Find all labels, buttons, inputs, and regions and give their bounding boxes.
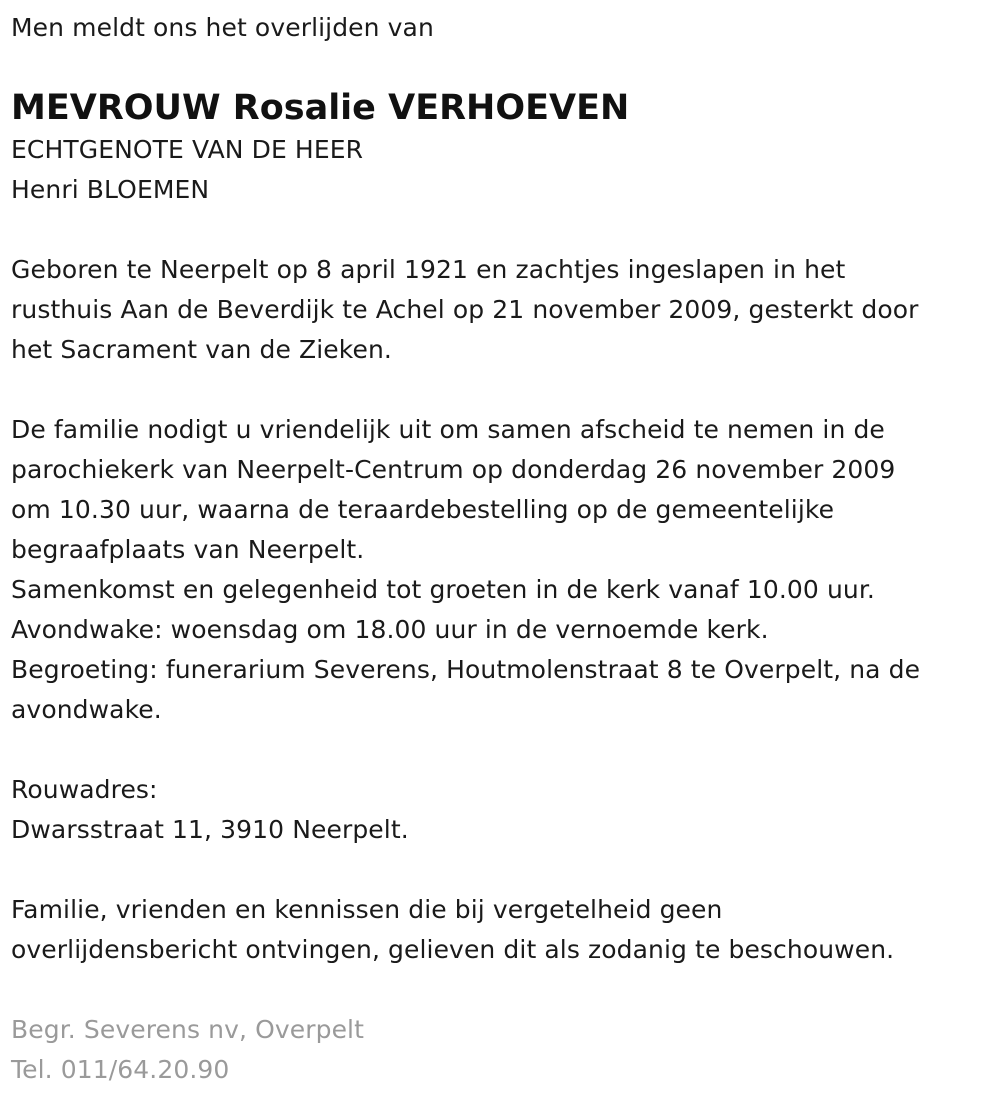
ceremony-paragraph — [11, 410, 1000, 730]
paragraph-line: avondwake. — [11, 695, 162, 724]
spacer — [11, 730, 1000, 770]
spacer — [11, 210, 1000, 250]
paragraph-line: Begroeting: funerarium Severens, Houtmolenstraat 8 te Overpelt, na de — [11, 655, 921, 684]
paragraph-line: rusthuis Aan de Beverdijk te Achel op 21 november 2009, gesterkt door — [11, 295, 919, 324]
spacer — [11, 850, 1000, 890]
spouse-title: ECHTGENOTE VAN DE HEER — [11, 135, 364, 164]
notice-paragraph — [11, 890, 1000, 970]
paragraph-line: Avondwake: woensdag om 18.00 uur in de vernoemde kerk. — [11, 615, 769, 644]
paragraph-line: om 10.30 uur, waarna de teraardebestelling op de gemeentelijke — [11, 495, 835, 524]
intro-text: Men meldt ons het overlijden van — [11, 13, 434, 42]
paragraph-line: begraafplaats van Neerpelt. — [11, 535, 365, 564]
paragraph-line: De familie nodigt u vriendelijk uit om samen afscheid te nemen in de — [11, 415, 885, 444]
funeral-home-phone: Tel. 011/64.20.90 — [11, 1055, 230, 1084]
paragraph-line: overlijdensbericht ontvingen, gelieven dit als zodanig te beschouwen. — [11, 935, 895, 964]
deceased-name: MEVROUW Rosalie VERHOEVEN — [11, 88, 630, 128]
mourning-address — [11, 770, 1000, 850]
paragraph-line: parochiekerk van Neerpelt-Centrum op donderdag 26 november 2009 — [11, 455, 896, 484]
paragraph-line: Geboren te Neerpelt op 8 april 1921 en zachtjes ingeslapen in het — [11, 255, 846, 284]
spacer — [11, 370, 1000, 410]
paragraph-line: Familie, vrienden en kennissen die bij vergetelheid geen — [11, 895, 723, 924]
address-value: Dwarsstraat 11, 3910 Neerpelt. — [11, 815, 409, 844]
spouse-name: Henri BLOEMEN — [11, 175, 210, 204]
funeral-home-footer — [11, 1010, 1000, 1090]
address-label: Rouwadres: — [11, 775, 158, 804]
birth-paragraph — [11, 250, 1000, 370]
paragraph-line: Samenkomst en gelegenheid tot groeten in de kerk vanaf 10.00 uur. — [11, 575, 875, 604]
spacer — [11, 970, 1000, 1010]
paragraph-line: het Sacrament van de Zieken. — [11, 335, 392, 364]
funeral-home-name: Begr. Severens nv, Overpelt — [11, 1015, 364, 1044]
